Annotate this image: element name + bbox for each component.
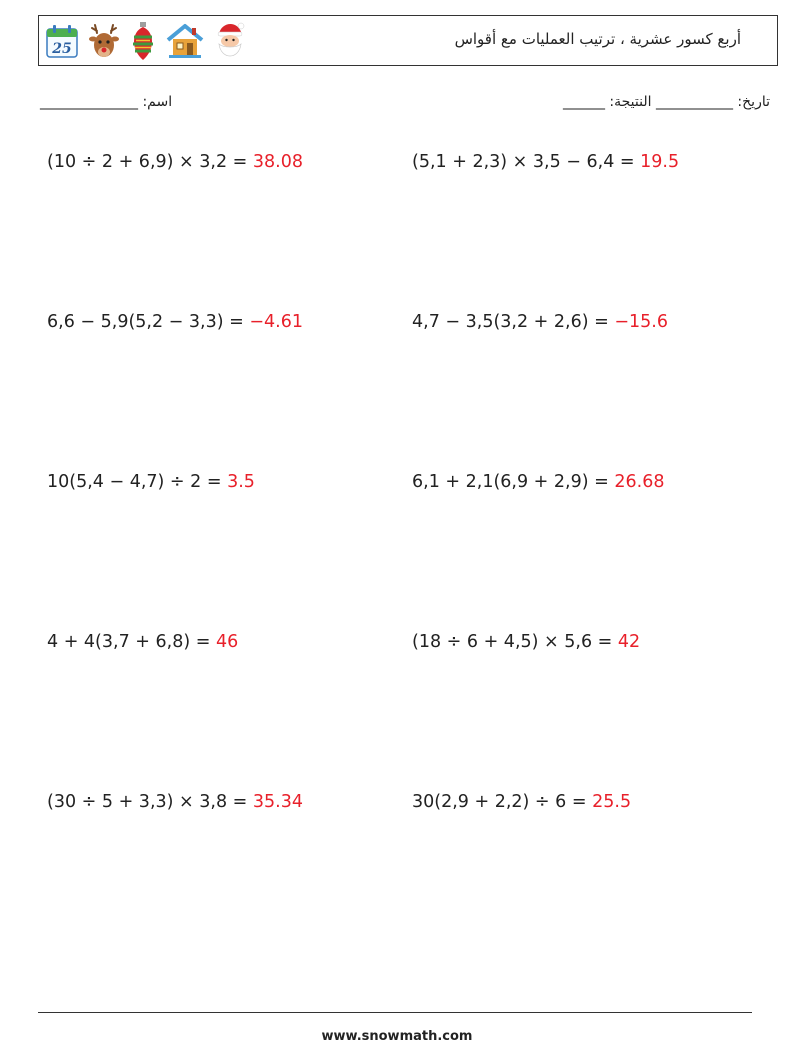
problem-answer: 38.08 [252,152,303,172]
problem-answer: 26.68 [614,472,665,492]
ornament-icon [129,20,157,62]
calendar-day: 25 [52,41,72,57]
footer-divider [38,1012,752,1013]
problem-answer: 42 [617,632,641,652]
reindeer-icon [87,21,121,61]
problem-answer: 19.5 [640,152,680,172]
footer-url[interactable]: www.snowmath.com [321,1029,473,1044]
problem-expression: (30 ÷ 5 + 3,3) × 3,8 = [47,792,248,812]
header-box [38,15,778,66]
problem-answer: 25.5 [592,792,632,812]
problem-answer: −4.61 [249,312,303,332]
header-icons [45,18,247,64]
problem-expression: 30(2,9 + 2,2) ÷ 6 = [412,792,587,812]
problem-1 [47,152,303,172]
problem-answer: 3.5 [227,472,255,492]
problem-8 [412,632,640,652]
problem-5 [47,472,255,492]
problem-expression: 6,1 + 2,1(6,9 + 2,9) = [412,472,609,492]
calendar-icon [45,23,79,59]
problem-answer: 46 [215,632,239,652]
problem-2 [412,152,679,172]
santa-icon [213,20,247,62]
problem-expression: 4 + 4(3,7 + 6,8) = [47,632,211,652]
problem-expression: 4,7 − 3,5(3,2 + 2,6) = [412,312,609,332]
problem-3 [47,312,303,332]
problem-6 [412,472,664,492]
date-score-field-label: ______ :تاريخ: ___________ النتيجة [562,94,770,110]
problem-10 [412,792,631,812]
problem-expression: (18 ÷ 6 + 4,5) × 5,6 = [412,632,613,652]
worksheet-title: أربع كسور عشرية ، ترتيب العمليات مع أقواس [454,30,741,48]
problem-expression: (5,1 + 2,3) × 3,5 − 6,4 = [412,152,635,172]
problem-answer: 35.34 [252,792,303,812]
problem-expression: 10(5,4 − 4,7) ÷ 2 = [47,472,222,492]
problem-answer: −15.6 [614,312,668,332]
problem-7 [47,632,238,652]
problem-expression: 6,6 − 5,9(5,2 − 3,3) = [47,312,244,332]
problem-9 [47,792,303,812]
problem-4 [412,312,668,332]
problem-expression: (10 ÷ 2 + 6,9) × 3,2 = [47,152,248,172]
name-field-label: ______________ :اسم [40,94,173,110]
house-icon [165,21,205,61]
